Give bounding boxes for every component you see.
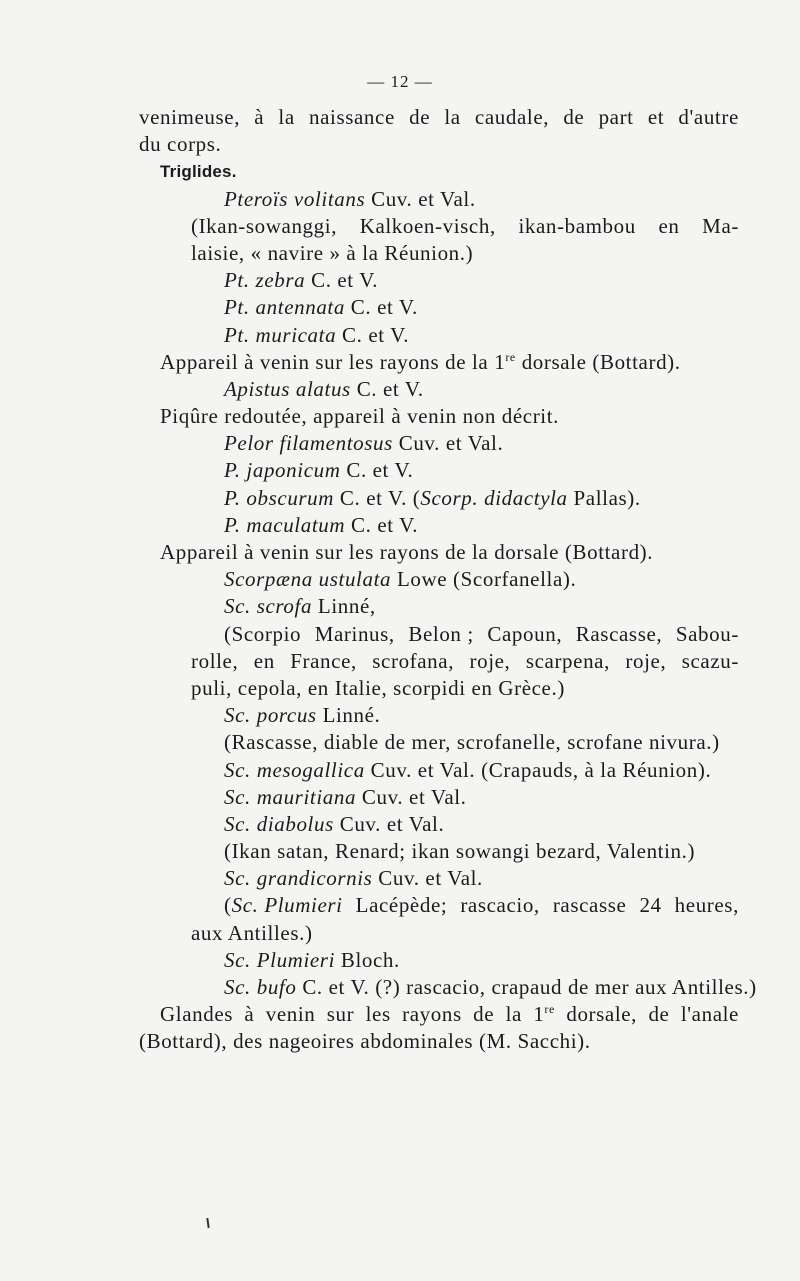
text-line xyxy=(139,1001,739,1028)
text-line xyxy=(139,213,739,240)
text-run: d'autre xyxy=(678,105,739,129)
text-run: France, xyxy=(290,648,357,673)
text-line xyxy=(139,267,739,294)
word xyxy=(526,648,610,675)
word xyxy=(139,104,240,131)
text-line xyxy=(139,512,739,539)
text-run: Glandes xyxy=(160,1002,234,1027)
word xyxy=(487,621,562,648)
text-line xyxy=(139,131,739,158)
text-run: venimeuse, xyxy=(139,105,241,129)
text-run: C. et V. xyxy=(350,376,424,401)
text-run: roje, xyxy=(469,648,511,673)
taxon-name: P. obscurum xyxy=(224,485,335,510)
word xyxy=(254,104,264,131)
text-run: Capoun, xyxy=(487,621,563,646)
word xyxy=(266,1001,316,1028)
word xyxy=(518,213,635,240)
text-run: 24 xyxy=(639,893,662,918)
word xyxy=(675,892,739,919)
text-run: roje, xyxy=(625,648,667,673)
word xyxy=(191,648,238,675)
superscript: re xyxy=(505,349,516,364)
text-line xyxy=(139,240,739,267)
taxon-name: Sc. porcus xyxy=(224,703,317,728)
text-line xyxy=(139,865,739,892)
word xyxy=(563,104,584,131)
word xyxy=(191,213,337,240)
text-line xyxy=(139,485,739,512)
text-run: heures, xyxy=(674,893,739,918)
word xyxy=(315,621,395,648)
text-run: rayons xyxy=(402,1002,462,1027)
word xyxy=(224,621,301,648)
text-run: C. et V. xyxy=(340,458,414,483)
word xyxy=(278,104,294,131)
taxon-name: Sc. mauritiana xyxy=(224,784,357,809)
word xyxy=(475,104,549,131)
taxon-name: Scorpæna ustulata xyxy=(224,567,392,592)
word xyxy=(682,648,739,675)
text-run: naissance xyxy=(309,105,395,129)
taxon-name: Scorp. didactyla xyxy=(420,485,568,510)
text-run: à xyxy=(254,105,265,129)
word xyxy=(639,892,661,919)
text-run: (Ikan-sowanggi, xyxy=(191,213,338,238)
text-run: à xyxy=(244,1002,255,1027)
word xyxy=(599,104,634,131)
text-run: Lacépède; xyxy=(355,893,448,918)
word xyxy=(566,1001,637,1028)
text-run: Marinus, xyxy=(314,621,395,646)
page-number: — 12 — xyxy=(367,72,433,91)
text-run: (Rascasse, diable de mer, scrofanelle, scrofane nivura.) xyxy=(224,730,720,755)
word xyxy=(327,1001,354,1028)
word xyxy=(648,104,664,131)
text-line xyxy=(139,403,739,430)
text-line xyxy=(139,322,739,349)
text-run: (Ikan satan, Renard; ikan sowangi bezard, Valentin.) xyxy=(224,839,696,864)
word xyxy=(473,1001,494,1028)
word xyxy=(360,213,496,240)
text-line xyxy=(139,566,739,593)
text-run: Triglides. xyxy=(160,162,237,182)
text-line xyxy=(139,729,739,756)
text-line xyxy=(139,702,739,729)
taxon-name: Pt. muricata xyxy=(224,322,337,347)
text-run: de xyxy=(648,1002,670,1027)
text-run: Lowe (Scorfanella). xyxy=(391,567,577,592)
ink-speck xyxy=(206,1218,209,1228)
text-line xyxy=(139,621,739,648)
word xyxy=(254,648,275,675)
word xyxy=(506,1001,522,1028)
text-run: Pallas). xyxy=(567,485,641,510)
taxon-name: P. japonicum xyxy=(224,458,341,483)
text-run: puli, cepola, en Italie, scorpidi en Grèce.) xyxy=(191,675,565,700)
text-run: en xyxy=(658,213,680,238)
text-run: C. et V. (?) rascacio, crapaud de mer aux Antilles.) xyxy=(296,975,757,999)
word xyxy=(244,1001,254,1028)
text-run: rolle, xyxy=(191,648,239,673)
text-run: Rascasse, xyxy=(575,621,663,646)
word xyxy=(356,892,448,919)
superscript: re xyxy=(544,1002,555,1017)
text-run: la xyxy=(278,105,295,129)
text-line xyxy=(139,784,739,811)
word xyxy=(366,1001,391,1028)
taxon-name: Sc. mesogallica xyxy=(224,757,365,782)
text-line xyxy=(139,593,739,620)
text-run: C. et V. xyxy=(305,268,379,293)
word xyxy=(659,213,680,240)
taxon-name: Sc. diabolus xyxy=(224,811,334,836)
word xyxy=(470,648,511,675)
text-run: dorsale (Bottard). xyxy=(515,349,681,374)
text-run: Sabou- xyxy=(675,621,739,646)
text-line xyxy=(139,294,739,321)
text-run: C. et V. xyxy=(344,295,418,320)
text-run: Appareil à venin sur les rayons de la dorsale (Bottard). xyxy=(160,540,654,564)
text-run: rascacio, xyxy=(460,893,540,918)
text-run: la xyxy=(444,105,461,129)
word xyxy=(160,1001,233,1028)
text-run: Ma- xyxy=(702,213,739,238)
text-run: caudale, xyxy=(474,105,550,129)
word xyxy=(678,104,738,131)
text-run: la xyxy=(505,1002,522,1027)
taxon-name: Sc. grandicornis xyxy=(224,866,373,891)
text-line xyxy=(139,920,739,947)
text-run: Cuv. et Val. xyxy=(365,186,476,211)
text-line xyxy=(139,158,739,185)
word xyxy=(290,648,357,675)
text-run: du corps. xyxy=(139,132,222,157)
text-run: venin xyxy=(265,1002,316,1027)
word xyxy=(224,892,343,919)
text-run: rascasse xyxy=(552,893,627,918)
text-line xyxy=(139,838,739,865)
text-line xyxy=(139,974,757,1001)
text-run: Bloch. xyxy=(335,947,400,972)
text-run: (Scorpio xyxy=(224,621,302,646)
text-run: laisie, « navire » à la Réunion.) xyxy=(191,240,474,265)
text-run: scrofana, xyxy=(372,648,455,673)
word xyxy=(676,621,739,648)
text-line xyxy=(139,811,739,838)
text-run: part xyxy=(598,105,634,129)
word xyxy=(533,1001,555,1028)
text-line xyxy=(139,186,739,213)
taxon-name: P. maculatum xyxy=(224,512,346,537)
body-text xyxy=(139,104,757,1056)
word xyxy=(576,621,662,648)
text-line xyxy=(139,349,739,376)
taxon-name: Sc. scrofa xyxy=(224,594,313,619)
text-run: Piqûre redoutée, appareil à venin non décrit. xyxy=(160,404,560,429)
text-run: sur xyxy=(326,1002,355,1027)
text-line xyxy=(139,1028,739,1055)
text-run: scarpena, xyxy=(525,648,610,673)
taxon-name: Sc. Plumieri xyxy=(224,947,336,972)
text-line xyxy=(139,675,739,702)
text-line xyxy=(139,104,739,131)
taxon-name: Sc. bufo xyxy=(224,975,297,999)
text-run: de xyxy=(409,105,431,129)
word xyxy=(702,213,739,240)
text-run: Linné. xyxy=(316,703,381,728)
taxon-name: Pt. antennata xyxy=(224,295,345,320)
text-line xyxy=(139,757,739,784)
text-run: dorsale, xyxy=(566,1002,638,1027)
text-run: C. et V. ( xyxy=(334,485,421,510)
text-line xyxy=(139,947,739,974)
text-line xyxy=(139,430,739,457)
text-run: 1 xyxy=(533,1002,545,1027)
text-run: ( xyxy=(224,893,232,918)
word xyxy=(309,104,395,131)
word xyxy=(444,104,460,131)
word xyxy=(409,104,430,131)
text-run: Cuv. et Val. xyxy=(333,811,445,836)
text-run: ikan-bambou xyxy=(518,213,636,238)
word xyxy=(408,621,473,648)
word xyxy=(625,648,666,675)
taxon-name: Pt. zebra xyxy=(224,268,306,293)
text-run: Cuv. et Val. (Crapauds, à la Réunion). xyxy=(364,757,712,782)
word xyxy=(402,1001,462,1028)
word xyxy=(372,648,454,675)
text-line xyxy=(139,457,739,484)
text-run: Belon ; xyxy=(408,621,474,646)
text-run: scazu- xyxy=(681,648,739,673)
taxon-name: Pteroïs volitans xyxy=(224,186,366,211)
word xyxy=(460,892,539,919)
text-run: Cuv. et Val. xyxy=(392,431,504,456)
text-run: les xyxy=(365,1002,391,1027)
word xyxy=(553,892,627,919)
text-run: et xyxy=(647,105,665,129)
text-run: de xyxy=(563,105,585,129)
text-run: C. et V. xyxy=(345,512,419,537)
text-run: (Bottard), des nageoires abdominales (M. Sacchi). xyxy=(139,1029,591,1054)
taxon-name: Pelor filamentosus xyxy=(224,431,393,456)
text-run: Linné, xyxy=(312,594,376,619)
text-run: l'anale xyxy=(680,1002,739,1027)
text-run: Cuv. et Val. xyxy=(372,866,483,891)
text-run: Appareil à venin sur les rayons de la 1 xyxy=(160,349,506,374)
taxon-name: Sc. Plumieri xyxy=(231,893,343,918)
text-run: Kalkoen-visch, xyxy=(359,213,496,238)
text-line xyxy=(139,539,739,566)
text-run: aux Antilles.) xyxy=(191,920,313,945)
word xyxy=(648,1001,669,1028)
text-run: C. et V. xyxy=(336,322,410,347)
taxon-name: Apistus alatus xyxy=(224,376,351,401)
text-run: en xyxy=(253,648,275,673)
word xyxy=(681,1001,739,1028)
text-run: de xyxy=(473,1002,495,1027)
text-line xyxy=(139,376,739,403)
text-line xyxy=(139,892,739,919)
text-line xyxy=(139,648,739,675)
text-run: Cuv. et Val. xyxy=(356,784,467,809)
